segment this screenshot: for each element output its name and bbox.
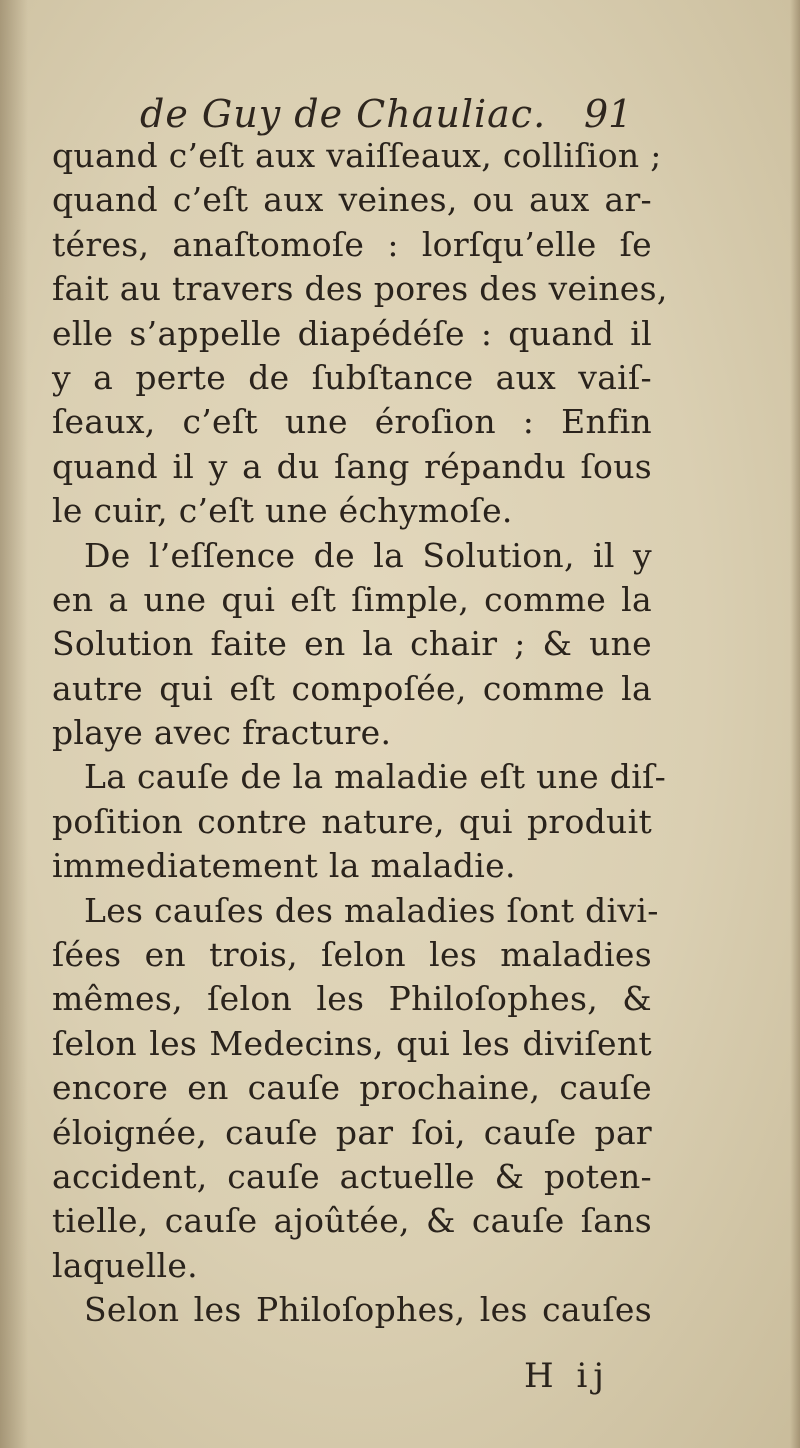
text-line: laquelle. [52, 1245, 198, 1285]
text-line: quand c’eſt aux veines, ou aux ar- [52, 180, 652, 220]
signature-mark: H ij [524, 1356, 610, 1396]
page-number: 91 [584, 92, 633, 136]
text-line: poſition contre nature, qui produit [52, 801, 652, 841]
text-line: téres, anaſtomoſe : lorſqu’elle ſe [52, 224, 652, 264]
text-line: encore en cauſe prochaine, cauſe [52, 1068, 652, 1108]
text-line: immediatement la maladie. [52, 846, 516, 886]
page-edge [790, 0, 800, 1448]
text-line: autre qui eſt compoſée, comme la [52, 668, 652, 708]
paragraph-start-line: Les cauſes des maladies ſont divi- [84, 890, 659, 930]
paragraph-start-line: De l’eſſence de la Solution, il y [84, 535, 652, 575]
text-line: quand c’eſt aux vaiſſeaux, colliſion ; [52, 136, 662, 175]
text-line: Solution faite en la chair ; & une [52, 624, 652, 664]
text-line: ſeaux, c’eſt une éroſion : Enfin [52, 402, 652, 442]
paragraph-start-line: Selon les Philoſophes, les cauſes [84, 1290, 652, 1330]
text-line: quand il y a du ſang répandu ſous [52, 446, 652, 486]
text-line: le cuir, c’eſt une échymoſe. [52, 491, 513, 531]
text-line: éloignée, cauſe par ſoi, cauſe par [52, 1112, 652, 1152]
text-line: playe avec fracture. [52, 713, 392, 753]
text-line: elle s’appelle diapédéſe : quand il [52, 313, 652, 353]
text-line: fait au travers des pores des veines, [52, 269, 668, 309]
paragraph-start-line: La cauſe de la maladie eſt une diſ- [84, 757, 667, 797]
text-line: tielle, cauſe ajoûtée, & cauſe ſans [52, 1201, 652, 1241]
running-head: de Guy de Chauliac. [140, 92, 547, 136]
page-gutter-shadow [0, 0, 28, 1448]
body-text [52, 134, 668, 1333]
text-line: ſées en trois, ſelon les maladies [52, 935, 652, 975]
text-line: y a perte de ſubſtance aux vaiſ- [52, 357, 652, 397]
text-line: mêmes, ſelon les Philoſophes, & [52, 979, 652, 1019]
text-line: accident, cauſe actuelle & poten- [52, 1156, 652, 1196]
text-line: ſelon les Medecins, qui les diviſent [52, 1023, 652, 1063]
text-line: en a une qui eſt ſimple, comme la [52, 579, 652, 619]
